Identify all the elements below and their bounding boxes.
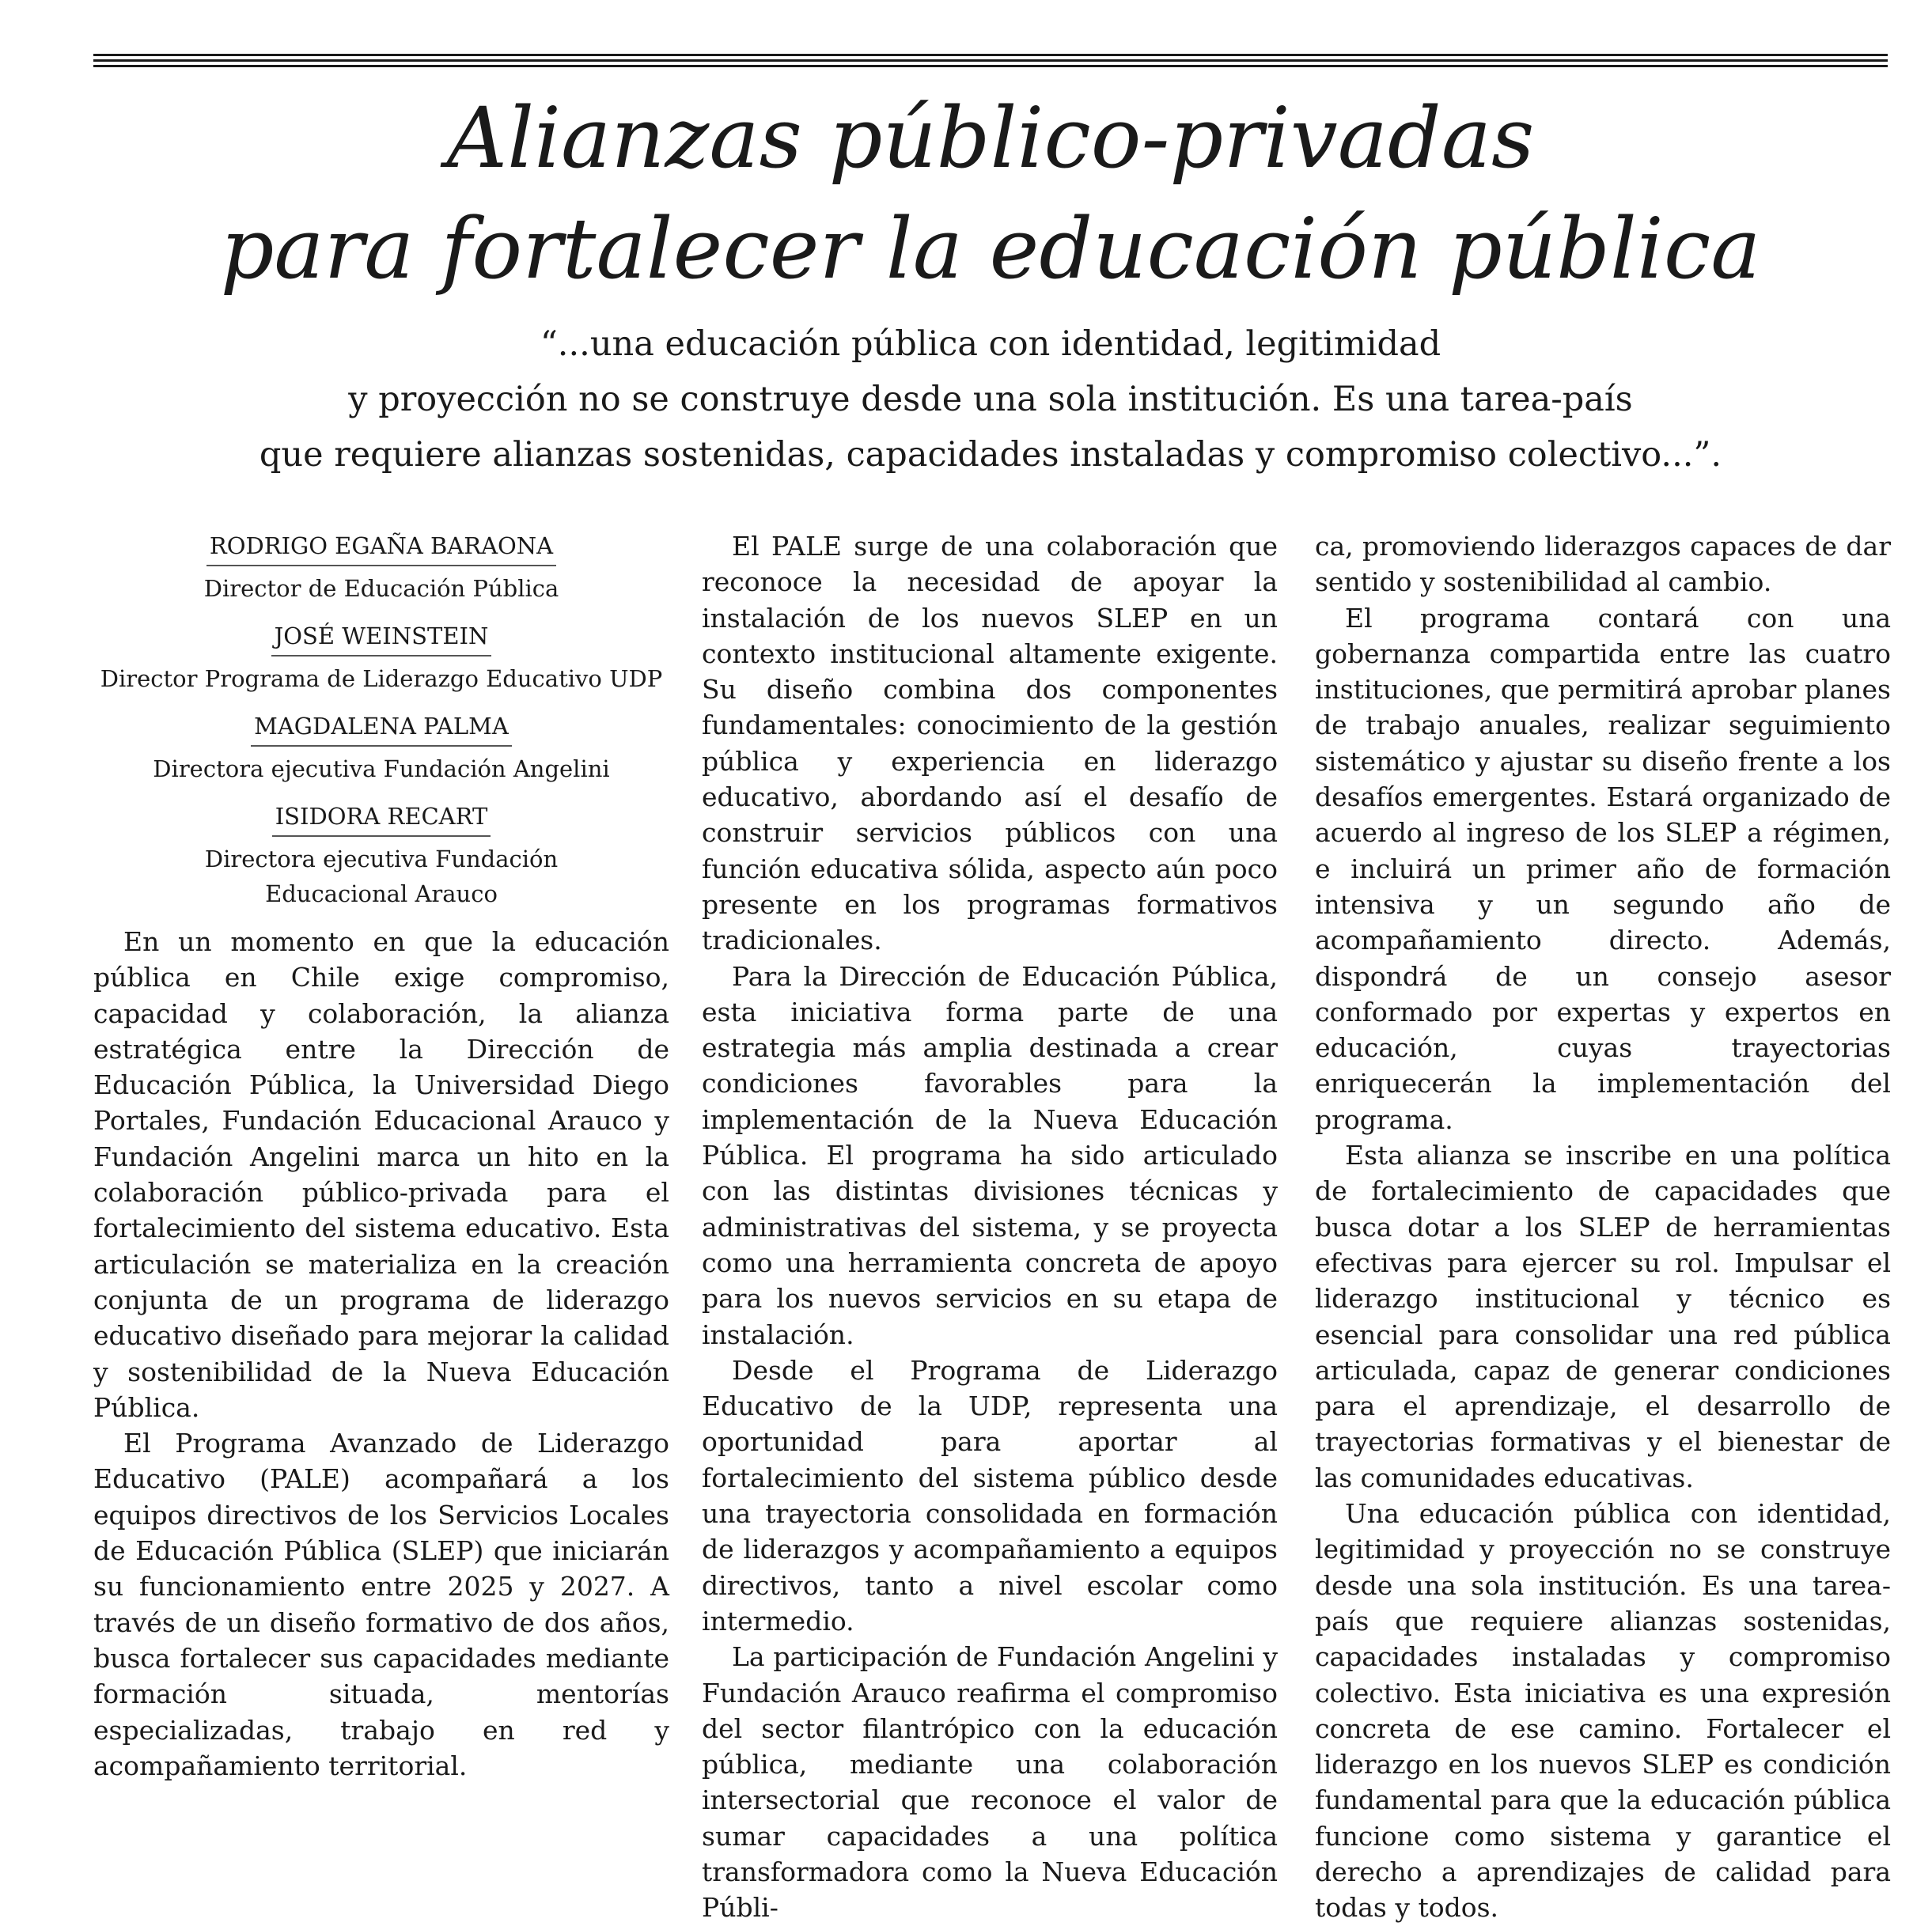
author-entry xyxy=(93,709,669,786)
quote-line: que requiere alianzas sostenidas, capacidades instaladas y compromiso colectivo...”. xyxy=(259,435,1722,475)
author-role: Director Programa de Liderazgo Educativo UDP xyxy=(100,665,663,692)
author-name: JOSÉ WEINSTEIN xyxy=(271,619,492,657)
author-role: Directora ejecutiva Fundación Educacional Arauco xyxy=(204,846,559,907)
author-name: RODRIGO EGAÑA BARAONA xyxy=(206,528,556,566)
author-name: MAGDALENA PALMA xyxy=(251,709,512,747)
column-1 xyxy=(93,528,669,1784)
author-role: Director de Educación Pública xyxy=(203,575,559,602)
body-paragraph: Para la Dirección de Educación Pública, esta iniciativa forma parte de una estrategia más amplia destinada a crear condiciones favorables para la implementación de la Nueva Educación Pública. El programa ha sido articulado con las distintas divisiones técnicas y administrativas del sistema, y se proyecta como una herramienta concreta de apoyo para los nuevos servicios en su etapa de instalación. xyxy=(702,960,1278,1350)
body-paragraph: Esta alianza se inscribe en una política de fortalecimiento de capacidades que busca dotar a los SLEP de herramientas efectivas para ejercer su rol. Impulsar el liderazgo institucional y técnico es esencial para consolidar una red pública articulada, capaz de generar condiciones para el aprendizaje, el desarrollo de trayectorias formativas y el bienestar de las comunidades educativas. xyxy=(1315,1140,1891,1493)
author-role: Directora ejecutiva Fundación Angelini xyxy=(153,755,610,782)
body-paragraph: El programa contará con una gobernanza compartida entre las cuatro instituciones, que permitirá aprobar planes de trabajo anuales, realizar seguimiento sistemático y ajustar su diseño frente a los desafíos emergentes. Estará organizado de acuerdo al ingreso de los SLEP a régimen, e incluirá un primer año de formación intensiva y un segundo año de acompañamiento directo. Además, dispondrá de un consejo asesor conformado por expertas y expertos en educación, cuyas trayectorias enriquecerán la implementación del programa. xyxy=(1315,602,1891,1135)
column-3 xyxy=(1315,528,1891,1926)
body-paragraph: En un momento en que la educación pública en Chile exige compromiso, capacidad y colaboración, la alianza estratégica entre la Dirección de Educación Pública, la Universidad Diego Portales, Fundación Educacional Arauco y Fundación Angelini marca un hito en la colaboración público-privada para el fortalecimiento del sistema educativo. Esta articulación se materializa en la creación conjunta de un programa de liderazgo educativo diseñado para mejorar la calidad y sostenibilidad de la Nueva Educación Pública. xyxy=(93,926,669,1423)
quote-line: y proyección no se construye desde una sola institución. Es una tarea-país xyxy=(348,380,1633,419)
article-title xyxy=(93,83,1888,305)
pull-quote xyxy=(93,316,1888,482)
author-name: ISIDORA RECART xyxy=(272,799,491,837)
quote-line: “...una educación pública con identidad, legitimidad xyxy=(540,324,1441,364)
body-paragraph: Una educación pública con identidad, legitimidad y proyección no se construye desde una sola institución. Es una tarea-país que requiere alianzas sostenidas, capacidades instaladas y compromiso colectivo. Esta iniciativa es una expresión concreta de ese camino. Fortalecer el liderazgo en los nuevos SLEP es condición fundamental para que la educación pública funcione como sistema y garantice el derecho a aprendizajes de calidad para todas y todos. xyxy=(1315,1498,1891,1924)
body-paragraph: El PALE surge de una colaboración que reconoce la necesidad de apoyar la instalación de los nuevos SLEP en un contexto institucional altamente exigente. Su diseño combina dos componentes fundamentales: conocimiento de la gestión pública y experiencia en liderazgo educativo, abordando así el desafío de construir servicios públicos con una función educativa sólida, aspecto aún poco presente en los programas formativos tradicionales. xyxy=(702,531,1278,956)
title-line: para fortalecer la educación pública xyxy=(220,200,1761,297)
body-paragraph: El Programa Avanzado de Liderazgo Educativo (PALE) acompañará a los equipos directivos de los Servicios Locales de Educación Pública (SLEP) que iniciarán su funcionamiento entre 2025 y 2027. A través de un diseño formativo de dos años, busca fortalecer sus capacidades mediante formación situada, mentorías especializadas, trabajo en red y acompañamiento territorial. xyxy=(93,1428,669,1781)
author-entry xyxy=(93,619,669,696)
author-entry xyxy=(93,528,669,606)
body-paragraph: Desde el Programa de Liderazgo Educativo de la UDP, representa una oportunidad para aportar al fortalecimiento del sistema público desde una trayectoria consolidada en formación de liderazgos y acompañamiento a equipos directivos, tanto a nivel escolar como intermedio. xyxy=(702,1354,1278,1637)
author-entry xyxy=(93,799,669,911)
title-line: Alianzas público-privadas xyxy=(446,89,1535,187)
author-list xyxy=(93,528,669,911)
body-paragraph: La participación de Fundación Angelini y Fundación Arauco reafirma el compromiso del sector filantrópico con la educación pública, mediante una colaboración intersectorial que reconoce el valor de sumar capacidades a una política transformadora como la Nueva Educación Públi- xyxy=(702,1641,1278,1924)
header-rule xyxy=(93,54,1888,70)
column-2 xyxy=(702,528,1278,1926)
body-paragraph-continued: ca, promoviendo liderazgos capaces de dar sentido y sostenibilidad al cambio. xyxy=(1315,531,1891,598)
